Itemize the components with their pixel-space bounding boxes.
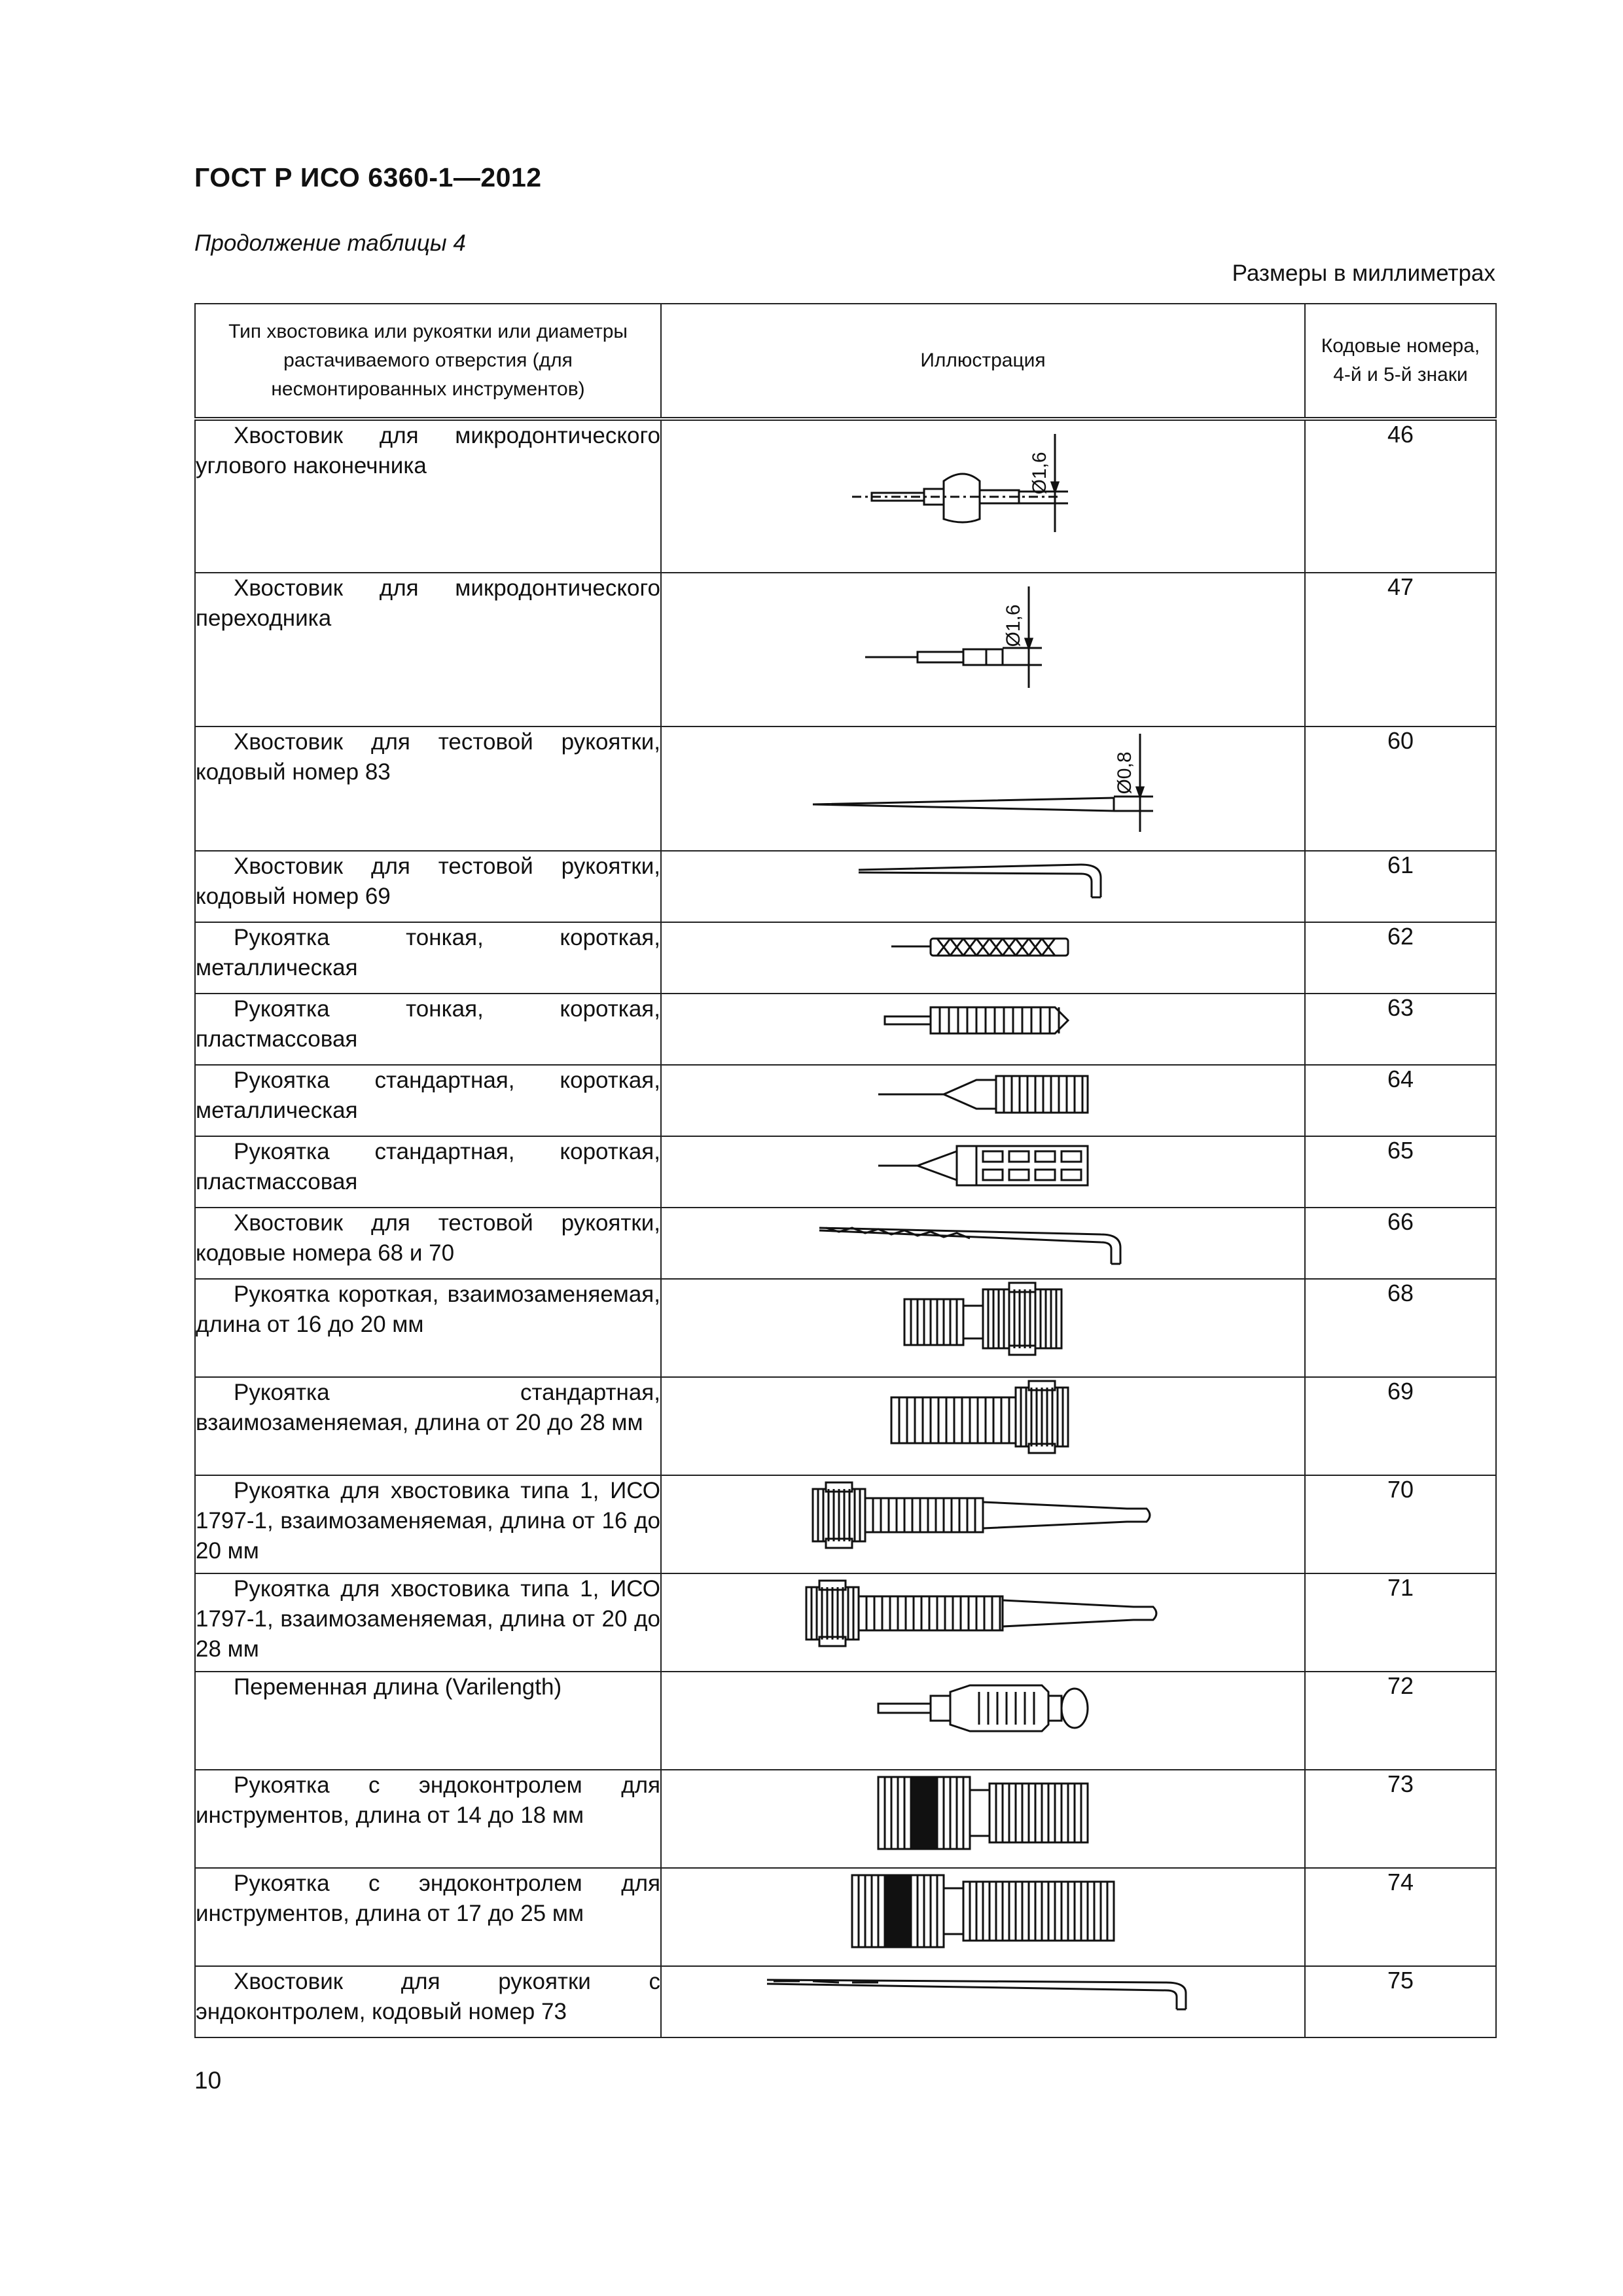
row-code: 72 xyxy=(1305,1672,1496,1770)
row-illustration-microdontic-angle-shank xyxy=(661,419,1305,573)
row-code: 60 xyxy=(1305,726,1496,851)
varilength-handle-drawing xyxy=(872,1672,1094,1744)
type1-handle-20-28-drawing xyxy=(800,1574,1166,1653)
endocontrol-shank-73-drawing xyxy=(760,1967,1205,2013)
row-description xyxy=(195,922,661,994)
row-code: 47 xyxy=(1305,573,1496,726)
row-description xyxy=(195,573,661,726)
table-row xyxy=(195,1573,1496,1672)
table-row xyxy=(195,419,1496,573)
row-description xyxy=(195,1475,661,1573)
row-description xyxy=(195,1208,661,1279)
test-handle-shank-68-70-drawing xyxy=(813,1208,1153,1267)
table-row xyxy=(195,1065,1496,1136)
svg-text:Ø1,6: Ø1,6 xyxy=(1029,452,1050,495)
endocontrol-handle-17-25-drawing xyxy=(846,1869,1120,1954)
row-description xyxy=(195,1868,661,1966)
column-header-illustration: Иллюстрация xyxy=(661,304,1305,419)
row-illustration-standard-short-metal-handle xyxy=(661,1065,1305,1136)
row-illustration-endocontrol-shank-73 xyxy=(661,1966,1305,2037)
type1-handle-16-20-drawing xyxy=(806,1476,1160,1554)
units-note: Размеры в миллиметрах xyxy=(1232,260,1495,286)
row-code: 74 xyxy=(1305,1868,1496,1966)
row-description-text: Рукоятка с эндоконтролем для инструментов, длина от 14 до 18 мм xyxy=(196,1772,660,1828)
table-row xyxy=(195,1136,1496,1208)
table-row xyxy=(195,1279,1496,1377)
row-description xyxy=(195,1672,661,1770)
document-code: ГОСТ Р ИСО 6360-1—2012 xyxy=(194,162,542,192)
table-header-row xyxy=(195,304,1496,419)
svg-text:Ø0,8: Ø0,8 xyxy=(1114,751,1135,795)
row-illustration-standard-short-plastic-handle xyxy=(661,1136,1305,1208)
table-row xyxy=(195,1966,1496,2037)
row-illustration-test-handle-shank-68-70 xyxy=(661,1208,1305,1279)
short-interchangeable-handle-drawing xyxy=(891,1280,1075,1358)
table-continuation-caption: Продолжение таблицы 4 xyxy=(194,230,466,256)
table-row xyxy=(195,1377,1496,1475)
row-description-text: Рукоятка для хвостовика типа 1, ИСО 1797-1, взаимозаменяемая, длина от 16 до 20 мм xyxy=(196,1478,660,1564)
row-code: 63 xyxy=(1305,994,1496,1065)
row-code: 70 xyxy=(1305,1475,1496,1573)
row-description-text: Хвостовик для рукоятки с эндоконтролем, кодовый номер 73 xyxy=(196,1969,660,2024)
table-row xyxy=(195,726,1496,851)
row-code: 69 xyxy=(1305,1377,1496,1475)
page-number: 10 xyxy=(194,2067,222,2094)
row-illustration-thin-short-metal-handle xyxy=(661,922,1305,994)
row-description-text: Хвостовик для микродонтического переходника xyxy=(196,575,660,631)
row-code: 46 xyxy=(1305,419,1496,573)
standard-short-plastic-handle-drawing xyxy=(872,1137,1094,1196)
row-description-text: Рукоятка стандартная, короткая, пластмассовая xyxy=(196,1139,660,1194)
standard-short-metal-handle-drawing xyxy=(872,1066,1094,1124)
spec-table xyxy=(194,303,1497,2038)
table-row xyxy=(195,573,1496,726)
row-description xyxy=(195,1573,661,1672)
row-description-text: Переменная длина (Varilength) xyxy=(234,1674,562,1700)
row-description xyxy=(195,1136,661,1208)
row-description-text: Рукоятка для хвостовика типа 1, ИСО 1797-1, взаимозаменяемая, длина от 20 до 28 мм xyxy=(196,1576,660,1662)
row-description xyxy=(195,726,661,851)
svg-text:Ø1,6: Ø1,6 xyxy=(1003,604,1024,647)
row-description xyxy=(195,1377,661,1475)
row-description-text: Хвостовик для тестовой рукоятки, кодовый номер 83 xyxy=(196,729,660,785)
row-illustration-endocontrol-handle-17-25 xyxy=(661,1868,1305,1966)
row-description xyxy=(195,1770,661,1868)
row-code: 66 xyxy=(1305,1208,1496,1279)
test-handle-shank-69-drawing xyxy=(846,852,1120,904)
row-illustration-short-interchangeable-handle xyxy=(661,1279,1305,1377)
table-row xyxy=(195,922,1496,994)
row-illustration-type1-handle-16-20 xyxy=(661,1475,1305,1573)
row-illustration-standard-interchangeable-handle xyxy=(661,1377,1305,1475)
column-header-codes: Кодовые номера, 4-й и 5-й знаки xyxy=(1305,304,1496,419)
row-code: 71 xyxy=(1305,1573,1496,1672)
row-description-text: Рукоятка тонкая, короткая, металлическая xyxy=(196,925,660,980)
thin-short-metal-handle-drawing xyxy=(878,923,1088,969)
row-code: 75 xyxy=(1305,1966,1496,2037)
row-description-text: Рукоятка стандартная, короткая, металлическая xyxy=(196,1067,660,1123)
row-code: 73 xyxy=(1305,1770,1496,1868)
microdontic-adapter-shank-drawing xyxy=(846,573,1120,704)
row-illustration-thin-short-plastic-handle xyxy=(661,994,1305,1065)
row-description xyxy=(195,1065,661,1136)
row-description xyxy=(195,994,661,1065)
row-description-text: Рукоятка тонкая, короткая, пластмассовая xyxy=(196,996,660,1052)
row-illustration-test-handle-shank-69 xyxy=(661,851,1305,922)
table-row xyxy=(195,1868,1496,1966)
row-description xyxy=(195,851,661,922)
standard-interchangeable-handle-drawing xyxy=(885,1378,1081,1456)
row-description xyxy=(195,1966,661,2037)
row-code: 62 xyxy=(1305,922,1496,994)
row-description-text: Хвостовик для тестовой рукоятки, кодовые номера 68 и 70 xyxy=(196,1210,660,1266)
row-description xyxy=(195,1279,661,1377)
table-row xyxy=(195,1208,1496,1279)
test-handle-shank-83-drawing xyxy=(800,727,1166,838)
row-code: 65 xyxy=(1305,1136,1496,1208)
row-description-text: Рукоятка с эндоконтролем для инструментов, длина от 17 до 25 мм xyxy=(196,1871,660,1926)
row-description-text: Рукоятка короткая, взаимозаменяемая, длина от 16 до 20 мм xyxy=(196,1282,660,1337)
row-code: 68 xyxy=(1305,1279,1496,1377)
table-row xyxy=(195,1672,1496,1770)
row-illustration-endocontrol-handle-14-18 xyxy=(661,1770,1305,1868)
endocontrol-handle-14-18-drawing xyxy=(872,1770,1094,1856)
row-illustration-varilength-handle xyxy=(661,1672,1305,1770)
row-code: 61 xyxy=(1305,851,1496,922)
thin-short-plastic-handle-drawing xyxy=(878,994,1088,1047)
table-row xyxy=(195,1770,1496,1868)
row-description-text: Рукоятка стандартная, взаимозаменяемая, длина от 20 до 28 мм xyxy=(196,1380,660,1435)
row-illustration-test-handle-shank-83 xyxy=(661,726,1305,851)
column-header-type: Тип хвостовика или рукоятки или диаметры растачиваемого отверстия (для несмонтированных инструментов) xyxy=(195,304,661,419)
row-illustration-microdontic-adapter-shank xyxy=(661,573,1305,726)
row-illustration-type1-handle-20-28 xyxy=(661,1573,1305,1672)
microdontic-angle-shank-drawing xyxy=(846,421,1120,552)
table-row xyxy=(195,994,1496,1065)
row-description-text: Хвостовик для тестовой рукоятки, кодовый номер 69 xyxy=(196,853,660,909)
row-description-text: Хвостовик для микродонтического углового наконечника xyxy=(196,423,660,478)
row-description xyxy=(195,419,661,573)
row-code: 64 xyxy=(1305,1065,1496,1136)
table-row xyxy=(195,1475,1496,1573)
table-row xyxy=(195,851,1496,922)
